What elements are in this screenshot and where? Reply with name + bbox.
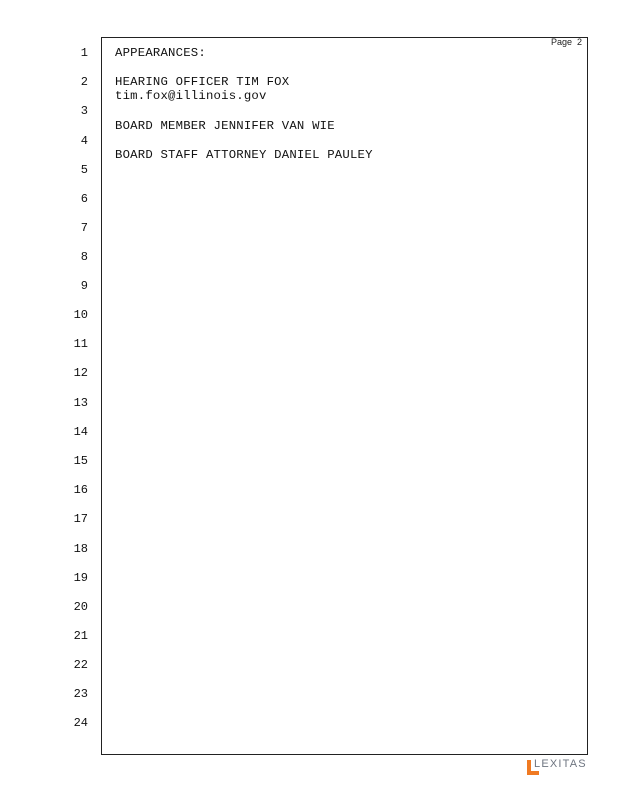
transcript-page <box>101 37 588 755</box>
line-number: 1 <box>80 46 88 60</box>
line-number: 20 <box>73 600 88 614</box>
staff-attorney-line: BOARD STAFF ATTORNEY DANIEL PAULEY <box>115 148 373 162</box>
line-number: 17 <box>73 512 88 526</box>
line-number: 21 <box>73 629 88 643</box>
line-number: 18 <box>73 542 88 556</box>
line-number: 9 <box>80 279 88 293</box>
line-number: 12 <box>73 366 88 380</box>
line-number: 14 <box>73 425 88 439</box>
line-number: 19 <box>73 571 88 585</box>
line-number: 15 <box>73 454 88 468</box>
line-number: 4 <box>80 134 88 148</box>
board-member-line: BOARD MEMBER JENNIFER VAN WIE <box>115 119 335 133</box>
line-number: 23 <box>73 687 88 701</box>
hearing-officer-email: tim.fox@illinois.gov <box>115 89 267 103</box>
line-number: 7 <box>80 221 88 235</box>
line-number: 16 <box>73 483 88 497</box>
line-number: 6 <box>80 192 88 206</box>
lexitas-logo-text: LEXITAS <box>534 758 587 770</box>
line-number: 24 <box>73 716 88 730</box>
line-number: 2 <box>80 75 88 89</box>
appearances-heading: APPEARANCES: <box>115 46 206 60</box>
page-label-text: Page <box>551 37 573 47</box>
line-number: 3 <box>80 104 88 118</box>
page-number: 2 <box>577 37 583 47</box>
line-number: 5 <box>80 163 88 177</box>
line-number: 13 <box>73 396 88 410</box>
line-number: 10 <box>73 308 88 322</box>
hearing-officer-line: HEARING OFFICER TIM FOX <box>115 75 290 89</box>
line-number: 8 <box>80 250 88 264</box>
page-number-label <box>551 37 582 47</box>
line-number: 11 <box>73 337 88 351</box>
line-number: 22 <box>73 658 88 672</box>
